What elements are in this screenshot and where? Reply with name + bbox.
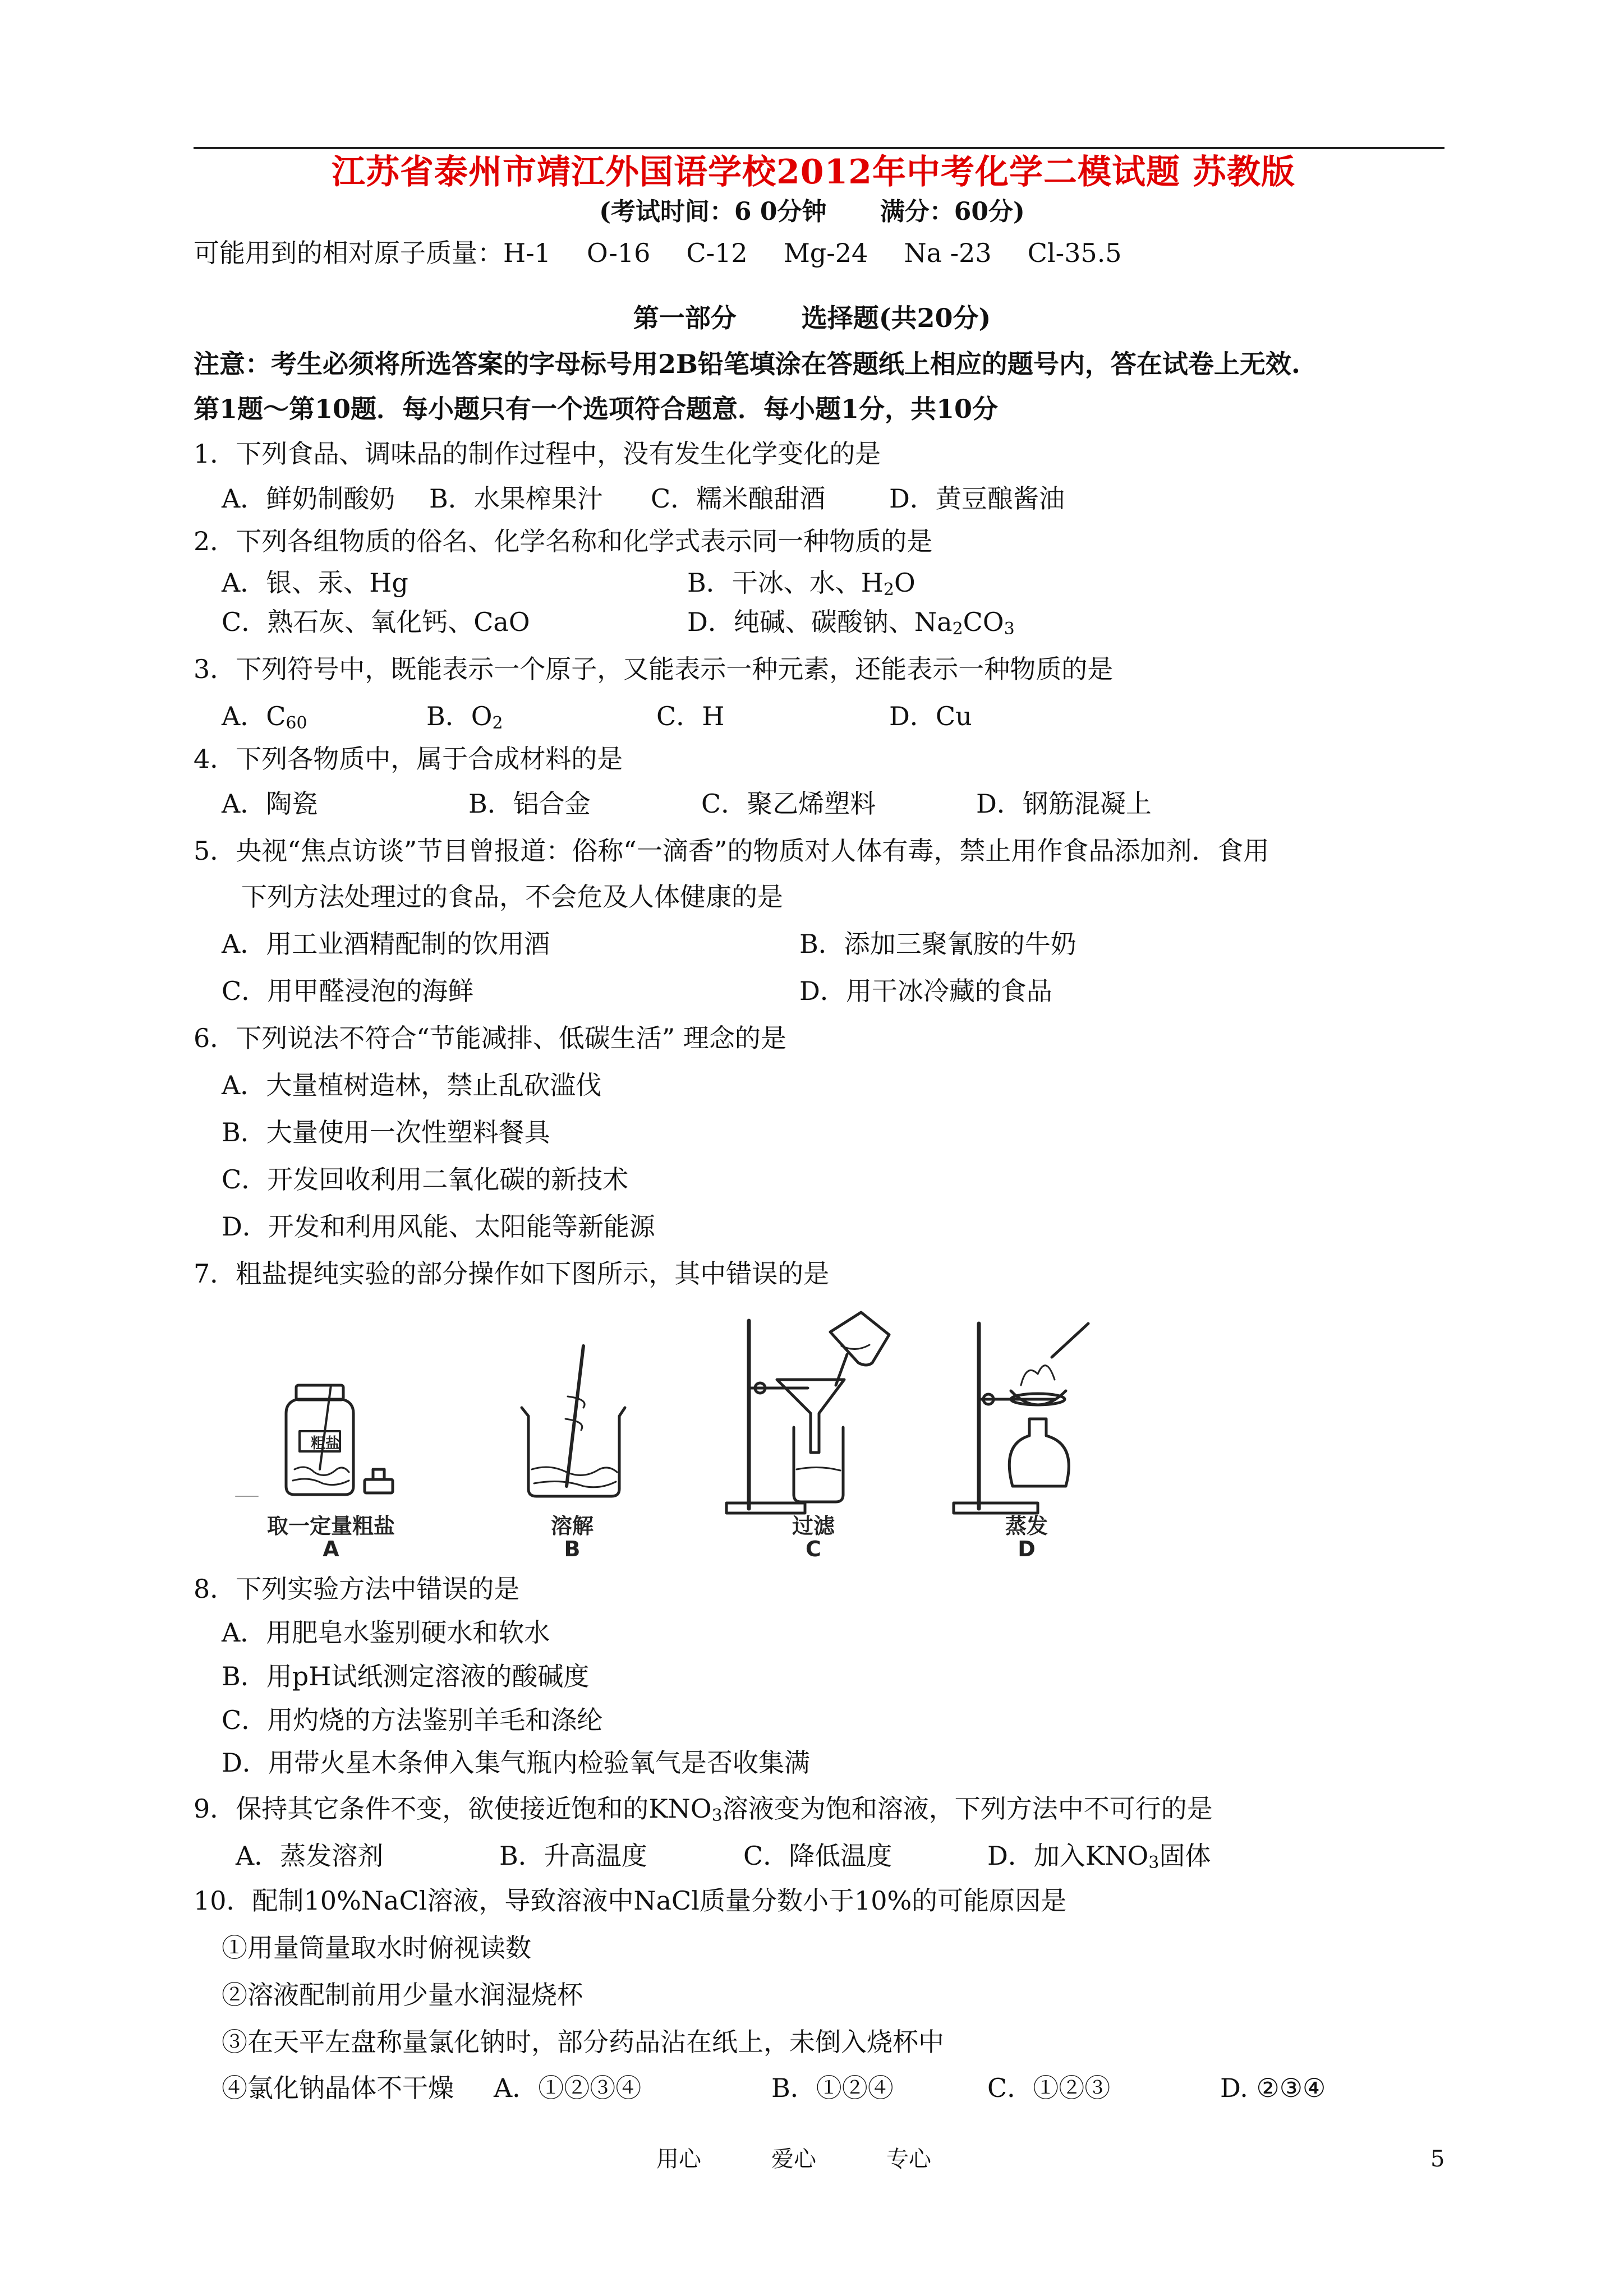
q2-option-b: [687, 564, 915, 601]
q5-option-c: C．用甲醛浸泡的海鲜: [222, 976, 474, 1006]
q2-option-d: [687, 603, 1015, 640]
q9-option-d: [987, 1837, 1211, 1874]
q2-d-sub2: 3: [1004, 619, 1015, 639]
atomic-masses: [194, 234, 1158, 271]
q9-option-b: B．升高温度: [499, 1841, 647, 1871]
q1-option-d: D．黄豆酿酱油: [889, 483, 1065, 514]
q2-b-text: B．干冰、水、H: [687, 568, 884, 598]
q10-option-d: D. ②③④: [1220, 2073, 1326, 2103]
q10-item-3: ③在天平左盘称量氯化钠时，部分药品沾在纸上，未倒入烧杯中: [222, 2027, 944, 2057]
q3-b-text: B．O: [426, 701, 493, 731]
motto-word: 用心: [656, 2146, 701, 2172]
figure-letter-a: A: [323, 1537, 339, 1561]
q3-option-a: [222, 698, 307, 735]
question-8-stem: 8．下列实验方法中错误的是: [194, 1574, 520, 1604]
q10-option-c: C．①②③: [987, 2073, 1111, 2103]
question-5-stem: 5．央视“焦点访谈”节目曾报道：俗称“一滴香”的物质对人体有毒，禁止用作食品添加剂．食用: [194, 836, 1269, 866]
q1-option-b: B．水果榨果汁: [429, 483, 603, 514]
figure-label-a: 取一定量粗盐: [266, 1514, 395, 1538]
q9-option-a: A．蒸发溶剂: [236, 1841, 384, 1871]
q6-option-a: A．大量植树造林，禁止乱砍滥伐: [222, 1070, 602, 1100]
exam-meta: [0, 193, 1624, 230]
exam-score: 满分：60分): [880, 197, 1025, 226]
q9-stem-pre: 9．保持其它条件不变，欲使接近饱和的KNO: [194, 1794, 712, 1824]
question-10-stem: 10．配制10%NaCl溶液，导致溶液中NaCl质量分数小于10%的可能原因是: [194, 1885, 1067, 1916]
motto-word: 爱心: [771, 2146, 816, 2172]
motto-word: 专心: [886, 2146, 931, 2172]
exam-title: 江苏省泰州市靖江外国语学校2012年中考化学二模试题 苏教版: [332, 153, 1295, 192]
q9-d-post: 固体: [1159, 1841, 1211, 1871]
figure-letter-c: C: [806, 1537, 821, 1561]
q6-option-d: D．开发和利用风能、太阳能等新能源: [222, 1211, 655, 1242]
q3-a-text: A．C: [222, 701, 286, 731]
salt-purification-figure: [224, 1301, 1128, 1573]
section-title: [0, 299, 1624, 336]
section-part: 第一部分: [633, 303, 737, 333]
mass-item: Cl-35.5: [1027, 238, 1122, 268]
q4-option-b: B．铝合金: [468, 789, 591, 819]
q1-option-c: C．糯米酿甜酒: [651, 483, 826, 514]
page-number: 5: [1430, 2146, 1445, 2172]
q10-item-2: ②溶液配制前用少量水润湿烧杯: [222, 1980, 583, 2010]
q8-option-d: D．用带火星木条伸入集气瓶内检验氧气是否收集满: [222, 1748, 810, 1778]
question-6-stem: 6．下列说法不符合“节能减排、低碳生活” 理念的是: [194, 1023, 786, 1053]
mass-item: C-12: [686, 238, 748, 268]
question-4-stem: 4．下列各物质中，属于合成材料的是: [194, 744, 623, 774]
q3-option-d: D．Cu: [889, 701, 972, 731]
question-3-stem: 3．下列符号中，既能表示一个原子，又能表示一种元素，还能表示一种物质的是: [194, 654, 1114, 684]
figure-label-b: 溶解: [550, 1514, 594, 1538]
q2-option-c: C．熟石灰、氧化钙、CaO: [222, 607, 530, 637]
q9-stem-sub: 3: [711, 1806, 723, 1825]
q2-option-a: A．银、汞、Hg: [222, 568, 408, 598]
question-5-stem-cont: 下列方法处理过的食品，不会危及人体健康的是: [241, 882, 783, 912]
q5-option-d: D．用干冰冷藏的食品: [799, 976, 1052, 1006]
q8-option-c: C．用灼烧的方法鉴别羊毛和涤纶: [222, 1705, 603, 1735]
q4-option-c: C．聚乙烯塑料: [701, 789, 876, 819]
q5-option-a: A．用工业酒精配制的饮用酒: [222, 929, 550, 959]
q8-option-b: B．用pH试纸测定溶液的酸碱度: [222, 1661, 590, 1691]
q9-stem-post: 溶液变为饱和溶液，下列方法中不可行的是: [722, 1794, 1213, 1824]
section-notice: 注意：考生必须将所选答案的字母标号用2B铅笔填涂在答题纸上相应的题号内，答在试卷上无效.: [194, 349, 1300, 379]
mass-item: Mg-24: [783, 238, 868, 268]
figure-label-c: 过滤: [792, 1514, 835, 1538]
q2-d-text: D．纯碱、碳酸钠、Na: [687, 607, 953, 637]
mass-item: H-1: [503, 238, 551, 268]
q6-option-b: B．大量使用一次性塑料餐具: [222, 1117, 550, 1147]
question-2-stem: 2．下列各组物质的俗名、化学名称和化学式表示同一种物质的是: [194, 526, 933, 556]
q2-d-mid: CO: [963, 607, 1004, 637]
q5-option-b: B．添加三聚氰胺的牛奶: [799, 929, 1076, 959]
beaker-dissolve-icon: [522, 1346, 625, 1496]
q3-a-sub: 60: [286, 713, 307, 733]
q4-option-d: D．钢筋混凝上: [976, 789, 1152, 819]
q9-d-pre: D．加入KNO: [987, 1841, 1149, 1871]
q3-b-sub: 2: [492, 713, 503, 733]
q4-option-a: A．陶瓷: [222, 789, 318, 819]
section-name: 选择题(共20分): [801, 303, 991, 333]
exam-time: (考试时间：6 0分钟: [599, 197, 827, 226]
q10-option-b: B．①②④: [771, 2073, 894, 2103]
q9-option-c: C．降低温度: [743, 1841, 892, 1871]
question-1-stem: 1．下列食品、调味品的制作过程中，没有发生化学变化的是: [194, 439, 881, 469]
q2-b-tail: O: [894, 568, 915, 598]
q2-d-sub1: 2: [952, 619, 963, 639]
figure-label-d: 蒸发: [1005, 1514, 1048, 1538]
q10-item-1: ①用量筒量取水时俯视读数: [222, 1933, 531, 1963]
q2-b-sub: 2: [883, 580, 895, 600]
q8-option-a: A．用肥皂水鉴别硬水和软水: [222, 1617, 550, 1648]
q10-item-4: ④氯化钠晶体不干燥: [222, 2073, 454, 2103]
mass-item: O-16: [586, 238, 651, 268]
evaporation-apparatus-icon: [954, 1324, 1088, 1513]
q10-option-a: A．①②③④: [494, 2073, 642, 2103]
section-instruction: 第1题～第10题．每小题只有一个选项符合题意．每小题1分，共10分: [194, 394, 999, 424]
filtration-apparatus-icon: [726, 1312, 889, 1513]
q1-option-a: A．鲜奶制酸奶: [222, 483, 395, 514]
atomic-masses-label: 可能用到的相对原子质量：: [194, 238, 503, 268]
figure-letter-b: B: [564, 1537, 581, 1561]
q6-option-c: C．开发回收利用二氧化碳的新技术: [222, 1164, 629, 1195]
jar-label: 粗盐: [310, 1435, 341, 1452]
mass-item: Na -23: [904, 238, 992, 268]
figure-letter-d: D: [1018, 1537, 1036, 1561]
q9-d-sub: 3: [1148, 1853, 1160, 1873]
question-9-stem: [194, 1790, 1213, 1827]
footer-motto: [656, 2142, 1001, 2176]
question-7-stem: 7．粗盐提纯实验的部分操作如下图所示，其中错误的是: [194, 1258, 830, 1289]
q3-option-c: C．H: [656, 701, 725, 731]
q3-option-b: [426, 698, 503, 735]
